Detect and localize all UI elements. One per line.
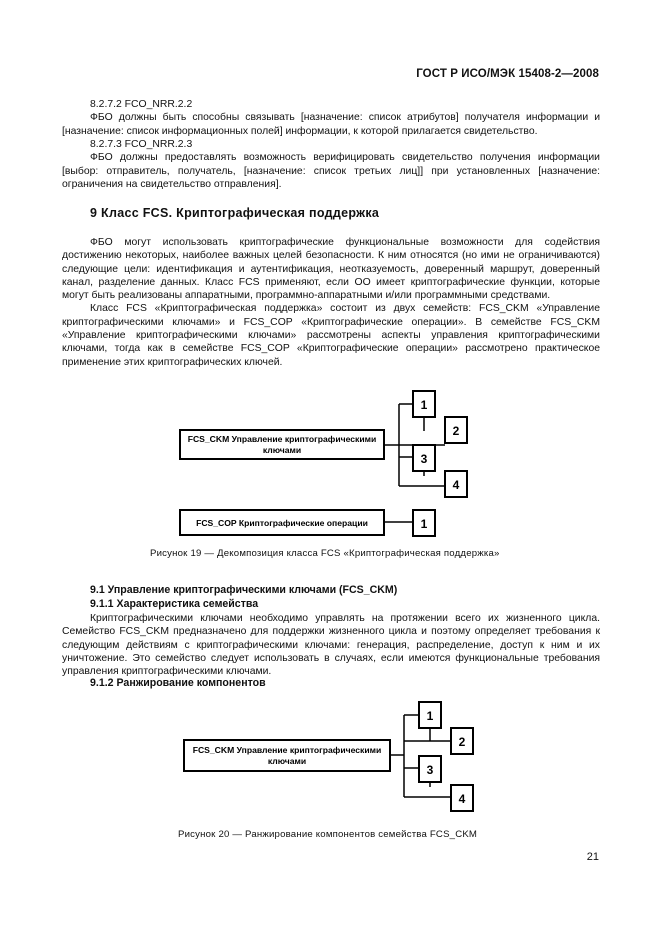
fcs-ckm-box-label-2: ключами [267,756,307,766]
subsection-heading-9-1-2: 9.1.2 Ранжирование компонентов [90,677,266,689]
clause-text: ФБО должны быть способны связывать [назначение: список атрибутов] получателя информации и [назначение: список информационных полей] информации, к которой прилагается свидетельство. [62,112,600,137]
document-header: ГОСТ Р ИСО/МЭК 15408-2—2008 [416,68,599,80]
subsection-paragraph: Криптографическими ключами необходимо управлять на протяжении всего их жизненного цикла. Семейство FCS_CKM предназначено для поддержки жизненного цикла и поэтому определяет требования к следующим действиям с криптографическими ключами: генерация, распределение, доступ к ним и их уничтожение. Это семейство следует использовать в случаях, если имеются функциональные требования управления криптографическими ключами. [62,613,600,678]
component-number-2: 2 [458,735,466,749]
subsection-heading-9-1: 9.1 Управление криптографическими ключами (FCS_CKM) [90,584,398,596]
section-paragraph-1: ФБО могут использовать криптографические функциональные возможности для содействия достижению некоторых, наиболее важных целей безопасности. К ним относятся (но ими не ограничиваются) следующие цели: идентификация и аутентификация, неотказуемость, доверенный маршрут, доверенный канал, разделение данных. Класс FCS применяют, если ОО имеет криптографические функции, которые могут быть реализованы аппаратными, программно-аппаратными и/или программными средствами. [62,237,600,302]
clause-text: ФБО должны предоставлять возможность верифицировать свидетельство получения информации [выбор: отправитель, получатель, [назначение: список третьих лиц]] при установленных [назначение: ограничения на свидетельство отправления]. [62,152,600,190]
page-number: 21 [586,851,599,863]
component-number-1: 1 [420,398,428,412]
figure-20-diagram [184,702,473,811]
component-number-3: 3 [426,763,434,777]
cop-component-number-1: 1 [420,517,428,531]
section-paragraph-2: Класс FCS «Криптографическая поддержка» состоит из двух семейств: FCS_CKM «Управление криптографическими ключами» и FCS_COP «Криптографические операции». В семействе FCS_CKM «Управление криптографическими ключами» рассмотрены аспекты управления криптографическими ключами, тогда как в семействе FCS_COP «Криптографические операции» рассмотрено практическое применение этих криптографических ключей. [62,303,600,368]
clause-label: 8.2.7.2 FCO_NRR.2.2 [90,99,193,110]
component-number-2: 2 [452,424,460,438]
subsection-heading-9-1-1: 9.1.1 Характеристика семейства [90,598,259,610]
component-number-3: 3 [420,452,428,466]
fcs-ckm-box-label-1: FCS_CKM Управление криптографическими [187,434,377,444]
component-number-4: 4 [452,478,460,492]
subsection-body [62,612,600,678]
clause-label: 8.2.7.3 FCO_NRR.2.3 [90,139,193,150]
fcs-ckm-box-label-1: FCS_CKM Управление криптографическими [192,745,382,755]
figure-19-diagram [180,391,467,536]
component-number-4: 4 [458,792,466,806]
fcs-ckm-box-label-2: ключами [262,445,302,455]
figure-20-caption: Рисунок 20 — Ранжирование компонентов семейства FCS_CKM [178,829,478,840]
figure-19-caption: Рисунок 19 — Декомпозиция класса FCS «Криптографическая поддержка» [150,548,500,559]
fcs-cop-box-label: FCS_COP Криптографические операции [196,518,368,528]
component-number-1: 1 [426,709,434,723]
section-heading: 9 Класс FCS. Криптографическая поддержка [90,206,380,220]
